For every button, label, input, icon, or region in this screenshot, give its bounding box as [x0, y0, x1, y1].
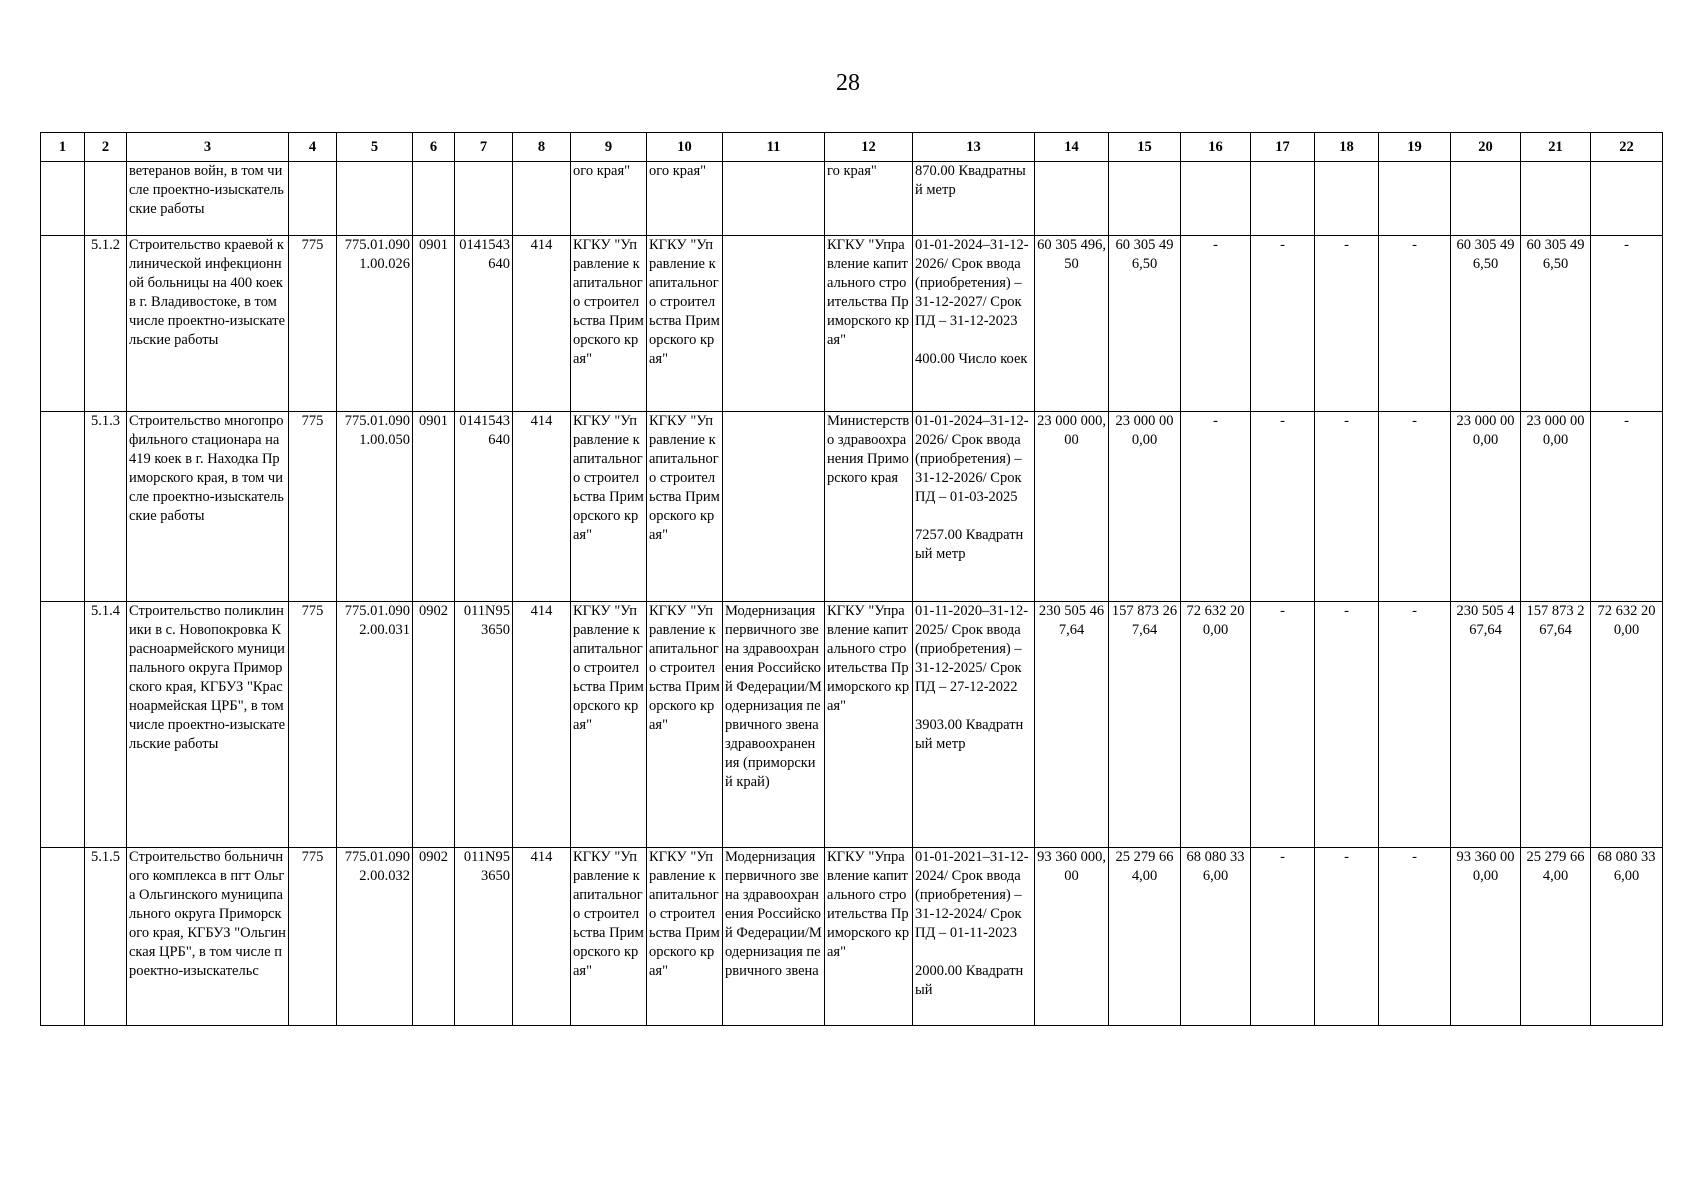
table-cell-col-20: 93 360 000,00 — [1451, 848, 1521, 1026]
table-row — [41, 162, 1663, 236]
table-cell-col-11: Модернизация первичного звена здравоохранения Российской Федерации/Модернизация первичного звена здравоохранения (приморский край) — [723, 602, 825, 848]
table-cell-col-8: 414 — [513, 412, 571, 602]
table-cell-col-7 — [455, 162, 513, 236]
table-cell-col-10: ого края" — [647, 162, 723, 236]
table-cell-col-11: Модернизация первичного звена здравоохранения Российской Федерации/Модернизация первичного звена — [723, 848, 825, 1026]
table-cell-col-5: 775.01.0901.00.026 — [337, 236, 413, 412]
table-cell-col-15 — [1109, 162, 1181, 236]
table-cell-col-10: КГКУ "Управление капитального строительства Приморского края" — [647, 412, 723, 602]
table-cell-col-5 — [337, 162, 413, 236]
table-cell-col-15: 25 279 664,00 — [1109, 848, 1181, 1026]
table-cell-col-1 — [41, 236, 85, 412]
table-cell-col-7: 011N953650 — [455, 602, 513, 848]
table-cell-col-22: 68 080 336,00 — [1591, 848, 1663, 1026]
table-cell-col-9: ого края" — [571, 162, 647, 236]
table-row — [41, 848, 1663, 1026]
table-cell-col-4 — [289, 162, 337, 236]
table-cell-col-12: го края" — [825, 162, 913, 236]
table-cell-col-8 — [513, 162, 571, 236]
table-cell-col-2: 5.1.5 — [85, 848, 127, 1026]
table-cell-col-19: - — [1379, 236, 1451, 412]
table-cell-col-14: 60 305 496,50 — [1035, 236, 1109, 412]
table-cell-col-22 — [1591, 162, 1663, 236]
table-cell-col-18: - — [1315, 602, 1379, 848]
table-cell-col-21 — [1521, 162, 1591, 236]
column-header: 17 — [1251, 133, 1315, 162]
column-header: 7 — [455, 133, 513, 162]
table-cell-col-14 — [1035, 162, 1109, 236]
table-cell-col-2: 5.1.2 — [85, 236, 127, 412]
column-header: 22 — [1591, 133, 1663, 162]
column-header: 4 — [289, 133, 337, 162]
table-cell-col-5: 775.01.0902.00.031 — [337, 602, 413, 848]
table-cell-col-12: КГКУ "Управление капитального строительства Приморского края" — [825, 236, 913, 412]
column-header: 8 — [513, 133, 571, 162]
table-cell-col-16: - — [1181, 236, 1251, 412]
table-cell-col-7: 0141543640 — [455, 236, 513, 412]
table-cell-col-1 — [41, 162, 85, 236]
table-cell-col-3: Строительство больничного комплекса в пгт Ольга Ольгинского муниципального округа Приморского края, КГБУЗ "Ольгинская ЦРБ", в том числе проектно-изыскательс — [127, 848, 289, 1026]
table-cell-col-15: 23 000 000,00 — [1109, 412, 1181, 602]
table-cell-col-6 — [413, 162, 455, 236]
table-cell-col-2: 5.1.4 — [85, 602, 127, 848]
table-cell-col-17: - — [1251, 848, 1315, 1026]
table-cell-col-13: 01-11-2020–31-12-2025/ Срок ввода (приобретения) – 31-12-2025/ Срок ПД – 27-12-2022 3903.00 Квадратный метр — [913, 602, 1035, 848]
table-cell-col-21: 23 000 000,00 — [1521, 412, 1591, 602]
table-cell-col-20: 230 505 467,64 — [1451, 602, 1521, 848]
table-cell-col-13: 870.00 Квадратный метр — [913, 162, 1035, 236]
table-cell-col-3: Строительство краевой клинической инфекционной больницы на 400 коек в г. Владивостоке, в том числе проектно-изыскательские работы — [127, 236, 289, 412]
column-header: 21 — [1521, 133, 1591, 162]
table-cell-col-7: 0141543640 — [455, 412, 513, 602]
column-header: 19 — [1379, 133, 1451, 162]
table-cell-col-5: 775.01.0901.00.050 — [337, 412, 413, 602]
budget-table — [40, 132, 1663, 1026]
table-cell-col-6: 0901 — [413, 412, 455, 602]
table-cell-col-3: Строительство многопрофильного стационара на 419 коек в г. Находка Приморского края, в том числе проектно-изыскательские работы — [127, 412, 289, 602]
table-cell-col-6: 0902 — [413, 602, 455, 848]
table-cell-col-22: - — [1591, 236, 1663, 412]
table-cell-col-9: КГКУ "Управление капитального строительства Приморского края" — [571, 236, 647, 412]
column-header: 5 — [337, 133, 413, 162]
column-header: 13 — [913, 133, 1035, 162]
table-cell-col-19 — [1379, 162, 1451, 236]
table-cell-col-4: 775 — [289, 848, 337, 1026]
column-header: 18 — [1315, 133, 1379, 162]
column-header: 6 — [413, 133, 455, 162]
table-cell-col-15: 60 305 496,50 — [1109, 236, 1181, 412]
table-cell-col-4: 775 — [289, 602, 337, 848]
table-cell-col-2: 5.1.3 — [85, 412, 127, 602]
table-cell-col-17: - — [1251, 602, 1315, 848]
column-header: 10 — [647, 133, 723, 162]
column-header: 16 — [1181, 133, 1251, 162]
table-cell-col-3: Строительство поликлиники в с. Новопокровка Красноармейского муниципального округа Приморского края, КГБУЗ "Красноармейская ЦРБ", в том числе проектно-изыскательские работы — [127, 602, 289, 848]
table-cell-col-15: 157 873 267,64 — [1109, 602, 1181, 848]
table-cell-col-11 — [723, 162, 825, 236]
table-cell-col-6: 0902 — [413, 848, 455, 1026]
table-cell-col-16: 72 632 200,00 — [1181, 602, 1251, 848]
column-header: 14 — [1035, 133, 1109, 162]
table-cell-col-22: - — [1591, 412, 1663, 602]
table-cell-col-7: 011N953650 — [455, 848, 513, 1026]
table-cell-col-12: Министерство здравоохранения Приморского края — [825, 412, 913, 602]
table-cell-col-18 — [1315, 162, 1379, 236]
column-header: 15 — [1109, 133, 1181, 162]
table-cell-col-2 — [85, 162, 127, 236]
table-cell-col-13: 01-01-2024–31-12-2026/ Срок ввода (приобретения) – 31-12-2026/ Срок ПД – 01-03-2025 7257.00 Квадратный метр — [913, 412, 1035, 602]
table-cell-col-9: КГКУ "Управление капитального строительства Приморского края" — [571, 848, 647, 1026]
table-cell-col-17: - — [1251, 412, 1315, 602]
table-cell-col-1 — [41, 602, 85, 848]
table-cell-col-16 — [1181, 162, 1251, 236]
column-header: 20 — [1451, 133, 1521, 162]
table-cell-col-11 — [723, 412, 825, 602]
table-cell-col-17 — [1251, 162, 1315, 236]
table-cell-col-5: 775.01.0902.00.032 — [337, 848, 413, 1026]
table-cell-col-6: 0901 — [413, 236, 455, 412]
table-cell-col-20: 23 000 000,00 — [1451, 412, 1521, 602]
table-cell-col-13: 01-01-2021–31-12-2024/ Срок ввода (приобретения) – 31-12-2024/ Срок ПД – 01-11-2023 2000.00 Квадратный — [913, 848, 1035, 1026]
table-cell-col-19: - — [1379, 602, 1451, 848]
table-cell-col-20 — [1451, 162, 1521, 236]
table-cell-col-20: 60 305 496,50 — [1451, 236, 1521, 412]
table-body — [41, 162, 1663, 1026]
table-cell-col-16: 68 080 336,00 — [1181, 848, 1251, 1026]
table-cell-col-8: 414 — [513, 848, 571, 1026]
table-cell-col-1 — [41, 848, 85, 1026]
table-cell-col-10: КГКУ "Управление капитального строительства Приморского края" — [647, 602, 723, 848]
table-cell-col-10: КГКУ "Управление капитального строительства Приморского края" — [647, 236, 723, 412]
table-cell-col-16: - — [1181, 412, 1251, 602]
header-row — [41, 133, 1663, 162]
table-cell-col-19: - — [1379, 848, 1451, 1026]
table-cell-col-14: 93 360 000,00 — [1035, 848, 1109, 1026]
table-cell-col-8: 414 — [513, 602, 571, 848]
table-cell-col-18: - — [1315, 412, 1379, 602]
table-cell-col-21: 25 279 664,00 — [1521, 848, 1591, 1026]
table-cell-col-14: 23 000 000,00 — [1035, 412, 1109, 602]
table-cell-col-11 — [723, 236, 825, 412]
table-cell-col-8: 414 — [513, 236, 571, 412]
table-cell-col-1 — [41, 412, 85, 602]
table-cell-col-4: 775 — [289, 236, 337, 412]
column-header: 11 — [723, 133, 825, 162]
table-cell-col-21: 157 873 267,64 — [1521, 602, 1591, 848]
table-row — [41, 236, 1663, 412]
table-cell-col-19: - — [1379, 412, 1451, 602]
table-cell-col-12: КГКУ "Управление капитального строительства Приморского края" — [825, 602, 913, 848]
table-row — [41, 602, 1663, 848]
table-cell-col-13: 01-01-2024–31-12-2026/ Срок ввода (приобретения) – 31-12-2027/ Срок ПД – 31-12-2023 400.00 Число коек — [913, 236, 1035, 412]
column-header: 12 — [825, 133, 913, 162]
table-row — [41, 412, 1663, 602]
column-header: 1 — [41, 133, 85, 162]
column-header: 3 — [127, 133, 289, 162]
table-cell-col-18: - — [1315, 848, 1379, 1026]
table-cell-col-10: КГКУ "Управление капитального строительства Приморского края" — [647, 848, 723, 1026]
table-cell-col-9: КГКУ "Управление капитального строительства Приморского края" — [571, 412, 647, 602]
table-cell-col-3: ветеранов войн, в том числе проектно-изыскательские работы — [127, 162, 289, 236]
table-cell-col-14: 230 505 467,64 — [1035, 602, 1109, 848]
table-cell-col-17: - — [1251, 236, 1315, 412]
column-header: 2 — [85, 133, 127, 162]
table-cell-col-21: 60 305 496,50 — [1521, 236, 1591, 412]
page-number: 28 — [836, 70, 860, 96]
column-header: 9 — [571, 133, 647, 162]
table-cell-col-9: КГКУ "Управление капитального строительства Приморского края" — [571, 602, 647, 848]
table-cell-col-4: 775 — [289, 412, 337, 602]
table-cell-col-22: 72 632 200,00 — [1591, 602, 1663, 848]
table-cell-col-12: КГКУ "Управление капитального строительства Приморского края" — [825, 848, 913, 1026]
table-cell-col-18: - — [1315, 236, 1379, 412]
